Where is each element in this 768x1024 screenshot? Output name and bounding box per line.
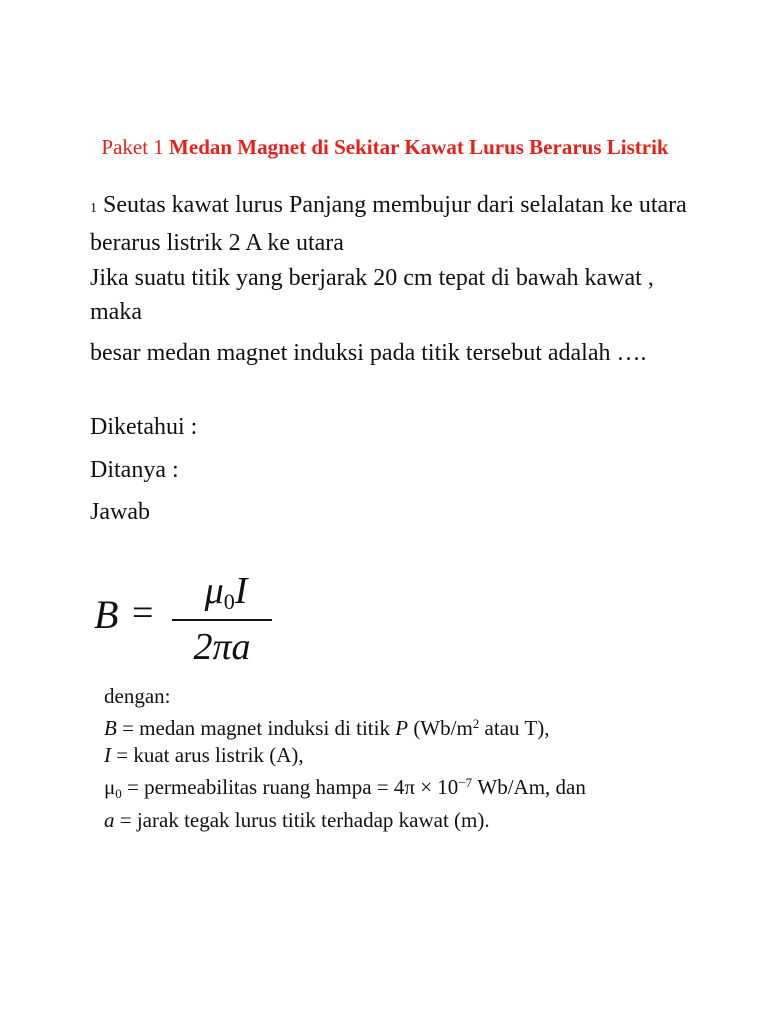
def-i-text: = kuat arus listrik (A), <box>111 743 304 767</box>
def-mu-symbol: μ <box>104 775 116 799</box>
def-b-symbol: B <box>104 716 117 740</box>
definition-a <box>104 807 704 834</box>
def-a-text: = jarak tegak lurus titik terhadap kawat (m). <box>114 808 490 832</box>
formula-denominator: 2πa <box>193 626 251 668</box>
formula-mu-subscript: 0 <box>223 589 235 614</box>
question-number: 1 <box>90 201 97 216</box>
def-b-superscript: 2 <box>472 716 480 731</box>
def-b-text: = medan magnet induksi di titik <box>116 716 396 740</box>
question-paragraph-2: Jika suatu titik yang berjarak 20 cm tepat di bawah kawat , maka <box>90 265 654 325</box>
def-b-unit-alt: atau T), <box>479 716 550 740</box>
definition-b <box>104 710 704 742</box>
magnetic-field-formula <box>94 570 274 668</box>
def-a-symbol: a <box>104 808 115 832</box>
formula-mu: μ <box>204 570 224 612</box>
formula-lhs: B <box>94 592 119 637</box>
def-i-symbol: I <box>104 743 111 767</box>
jawab-label: Jawab <box>90 499 150 525</box>
formula-numerator <box>176 567 276 626</box>
formula-current: I <box>234 570 248 612</box>
def-mu-unit: Wb/Am, dan <box>472 775 586 799</box>
question-paragraph-1 <box>90 188 690 260</box>
formula-equals: = <box>132 592 154 634</box>
question-line-1: Seutas kawat lurus Panjang membujur dari selalatan ke utara berarus listrik 2 A ke utara <box>90 192 687 256</box>
def-mu-subscript: 0 <box>115 786 122 801</box>
page-title <box>90 135 680 160</box>
def-b-unit: (Wb/m <box>408 716 473 740</box>
fraction-bar <box>172 619 272 621</box>
title-main: Medan Magnet di Sekitar Kawat Lurus Berarus Listrik <box>169 135 669 159</box>
def-mu-text: = permeabilitas ruang hampa = 4π × 10 <box>121 775 459 799</box>
diketahui-label: Diketahui : <box>90 414 198 440</box>
definitions-intro: dengan: <box>104 684 171 708</box>
def-mu-exponent: −7 <box>458 775 473 790</box>
definition-mu <box>104 769 704 807</box>
def-b-point: P <box>395 716 409 740</box>
title-prefix: Paket 1 <box>101 135 170 159</box>
ditanya-label: Ditanya : <box>90 457 179 483</box>
definitions-block <box>104 683 704 834</box>
definition-i <box>104 742 704 769</box>
question-paragraph-3: besar medan magnet induksi pada titik tersebut adalah …. <box>90 340 647 366</box>
